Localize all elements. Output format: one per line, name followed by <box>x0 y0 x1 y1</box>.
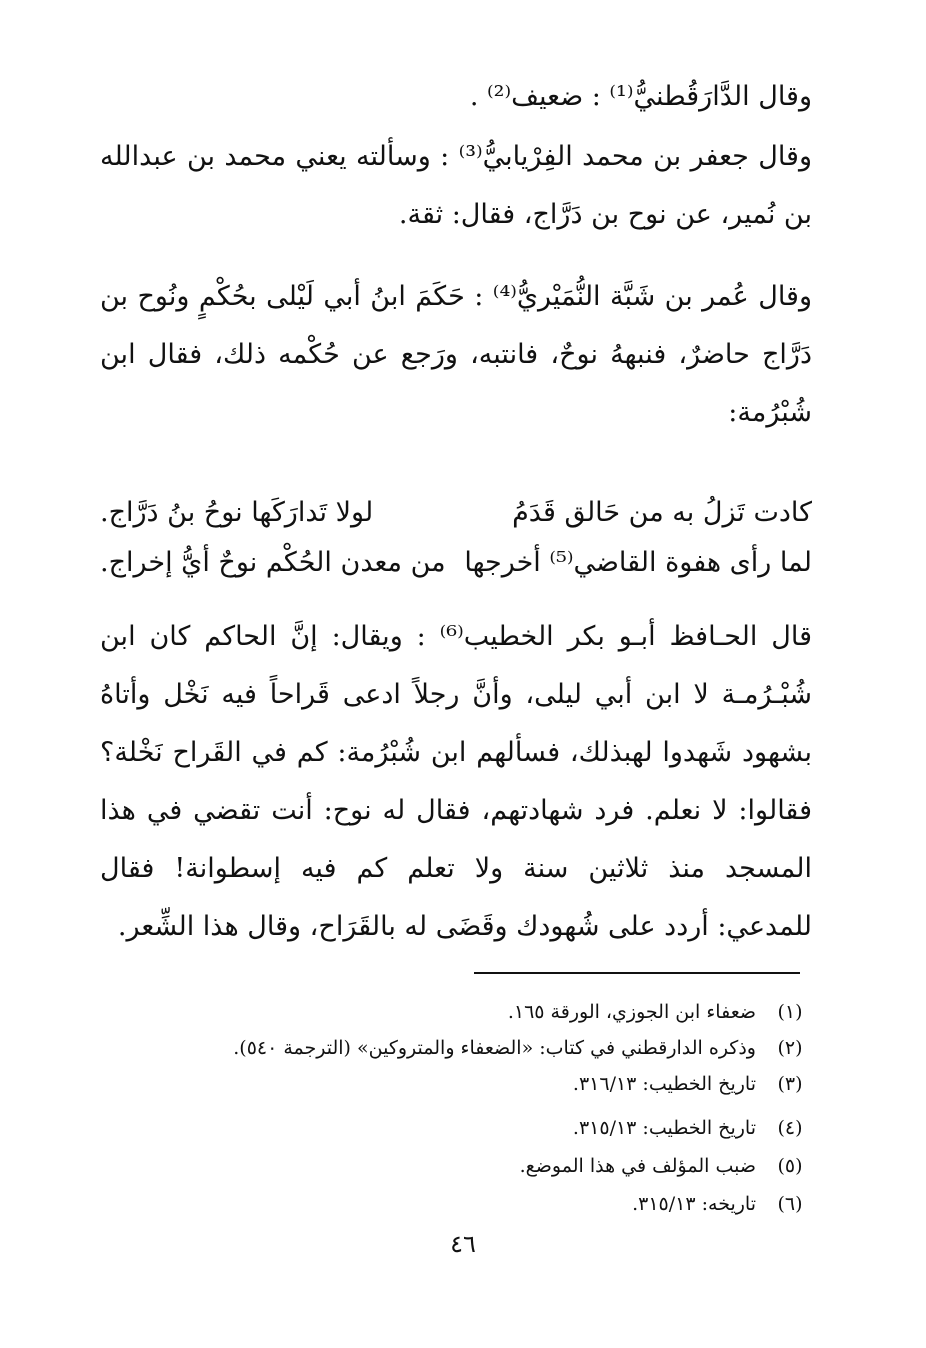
footnote-1 <box>180 994 812 1030</box>
verse-1-first-hemistich: كادت تَزلُ به من حَالق قَدَمُ <box>512 497 812 528</box>
verse-1-second-hemistich: لولا تَدارَكَها نوحُ بنُ دَرَّاج. <box>100 497 374 528</box>
footnote-3 <box>180 1066 812 1102</box>
footnote-text: تاريخ الخطيب: ٣١٦/١٣. <box>572 1073 756 1095</box>
verse-line-1 <box>100 488 812 538</box>
verse-2-second-hemistich: من معدن الحُكْم نوحٌ أيُّ إخراج. <box>100 547 446 578</box>
footnote-6 <box>180 1186 812 1222</box>
footnote-5 <box>180 1148 812 1184</box>
footnote-text: ضبب المؤلف في هذا الموضع. <box>519 1155 756 1177</box>
footnote-text: تاريخ الخطيب: ٣١٥/١٣. <box>572 1117 756 1139</box>
footnote-number: (١) <box>777 1001 803 1023</box>
footnote-number: (٣) <box>777 1073 803 1095</box>
footnote-4 <box>180 1110 812 1146</box>
footnote-text: تاريخه: ٣١٥/١٣. <box>632 1193 756 1215</box>
footnote-number: (٢) <box>777 1037 803 1059</box>
footnote-number: (٦) <box>777 1193 803 1215</box>
paragraph-khatib: قال الحـافظ أبـو بكر الخطيب⁽⁶⁾ : ويقال: إنَّ الحاكم كان ابن شُبْـرُمـة لا ابن أبي ليلى، وأنَّ رجلاً ادعى قَراحاً فيه نَخْل وأتاهُ بشهود شَهدوا لهبذلك، فسألهم ابن شُبْرُمة: كم في القَراح نَخْلة؟ فقالوا: لا نعلم. فرد شهادتهم، فقال له نوح: أنت تقضي في هذا المسجد منذ ثلاثين سنة ولا تعلم كم فيه إسطوانة! فقال للمدعي: أردد على شُهودك وقَضَى له بالقَرَاح، وقال هذا الشِّعر. <box>100 621 813 942</box>
footnote-separator <box>474 972 800 974</box>
footnote-number: (٥) <box>777 1155 803 1177</box>
paragraph-daraqutni: وقال الدَّارَقُطنيُّ⁽¹⁾ : ضعيف⁽²⁾ . <box>469 81 812 112</box>
verse-2-first-hemistich: لما رأى هفوة القاضي⁽⁵⁾ أخرجها <box>464 547 812 578</box>
footnote-text: وذكره الدارقطني في كتاب: «الضعفاء والمتروكين» (الترجمة ٥٤٠). <box>233 1037 756 1059</box>
verse-line-2 <box>100 538 812 588</box>
paragraph-umar-ibn-shabba: وقال عُمر بن شَبَّة النُّمَيْريُّ⁽⁴⁾ : حَكَمَ ابنُ أبي لَيْلى بحُكْمٍ ونُوح بن دَرَّاج حاضرٌ، فنبههُ نوحٌ، فانتبه، ورَجع عن حُكْمه ذلك، فقال ابن شُبْرُمة: <box>100 281 812 428</box>
footnote-number: (٤) <box>777 1117 803 1139</box>
paragraph-firyabi: وقال جعفر بن محمد الفِرْيابيُّ⁽³⁾ : وسألته يعني محمد بن عبدالله بن نُمير، عن نوح بن دَرَّاج، فقال: ثقة. <box>100 141 812 230</box>
footnote-2 <box>180 1030 812 1066</box>
page-number: ٤٦ <box>450 1230 476 1258</box>
footnote-text: ضعفاء ابن الجوزي، الورقة ١٦٥. <box>507 1001 756 1023</box>
